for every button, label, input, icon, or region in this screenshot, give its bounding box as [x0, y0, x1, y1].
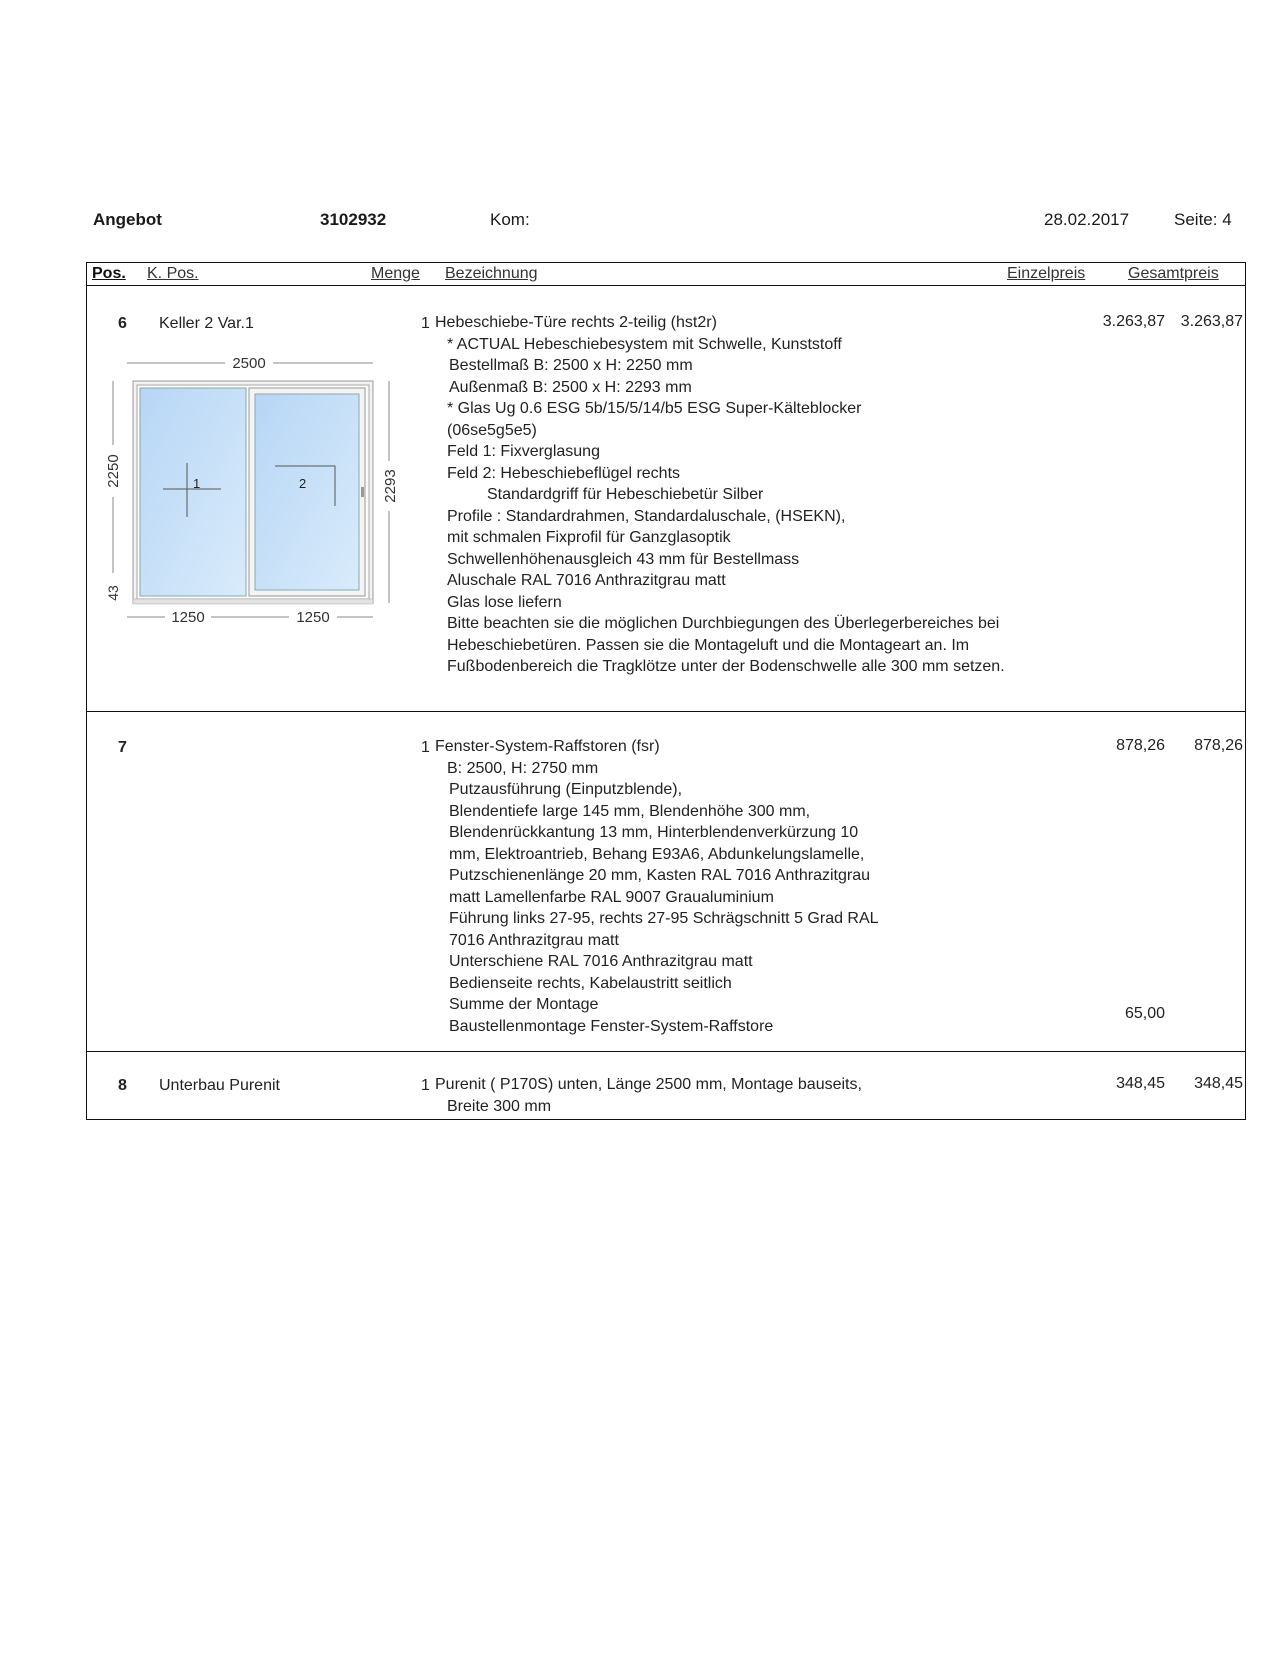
- row-divider: [87, 1051, 1245, 1052]
- col-bezeichnung: Bezeichnung: [445, 265, 538, 282]
- description: [435, 736, 879, 1037]
- description-line: * ACTUAL Hebeschiebesystem mit Schwelle, Kunststoff: [447, 335, 842, 353]
- header-divider: [87, 285, 1245, 286]
- field-2-label: 2: [299, 476, 307, 491]
- field-width-dimensions: [127, 609, 373, 626]
- page-number: Seite: 4: [1174, 210, 1232, 229]
- col-pos: Pos.: [92, 265, 126, 282]
- description-line: Glas lose liefern: [447, 593, 562, 611]
- dim-threshold: 43: [105, 585, 121, 601]
- total-price: 348,45: [1194, 1075, 1243, 1092]
- description-line: * Glas Ug 0.6 ESG 5b/15/5/14/b5 ESG Super-Kälteblocker: [447, 400, 862, 417]
- description-line: Fenster-System-Raffstoren (fsr): [435, 738, 660, 755]
- description-line: Aluschale RAL 7016 Anthrazitgrau matt: [447, 572, 726, 589]
- description-line: Breite 300 mm: [447, 1097, 552, 1115]
- unit-price: 348,45: [1116, 1075, 1165, 1092]
- dim-height-order: 2250: [105, 454, 122, 488]
- height-dimension: [105, 381, 122, 601]
- assembly-price: 65,00: [1124, 1005, 1165, 1022]
- description-line: Unterschiene RAL 7016 Anthrazitgrau matt: [449, 953, 753, 970]
- description-line: (06se5g5e5): [447, 421, 537, 439]
- description-line: B: 2500, H: 2750 mm: [447, 759, 599, 777]
- description-line: Bitte beachten sie die möglichen Durchbiegungen des Überlegerbereiches bei: [447, 615, 1000, 632]
- description-line: Purenit ( P170S) unten, Länge 2500 mm, Montage bauseits,: [435, 1076, 862, 1093]
- description-line: Profile : Standardrahmen, Standardaluschale, (HSEKN),: [447, 507, 846, 525]
- dim-height-outer: 2293: [382, 469, 399, 503]
- description-line: mit schmalen Fixprofil für Ganzglasoptik: [447, 529, 731, 546]
- handle-icon: [361, 487, 364, 497]
- door-drawing: [103, 351, 413, 651]
- dim-width-total: 2500: [232, 355, 266, 372]
- total-price: 878,26: [1194, 737, 1243, 754]
- description-line: Bedienseite rechts, Kabelaustritt seitlich: [449, 974, 732, 992]
- pos-number: 8: [118, 1077, 127, 1094]
- description-line: Hebeschiebe-Türe rechts 2-teilig (hst2r): [435, 314, 717, 331]
- row-divider: [87, 711, 1245, 712]
- description-line: Hebeschiebetüren. Passen sie die Montageluft und die Montageart an. Im: [447, 636, 970, 654]
- description-line: mm, Elektroantrieb, Behang E93A6, Abdunkelungslamelle,: [449, 845, 865, 863]
- offer-number: 3102932: [320, 210, 387, 229]
- unit-price: 3.263,87: [1102, 313, 1165, 330]
- document-date: 28.02.2017: [1044, 210, 1130, 229]
- threshold: [133, 599, 373, 604]
- kpos-label: Keller 2 Var.1: [159, 315, 254, 332]
- description-line: Blendenrückkantung 13 mm, Hinterblendenverkürzung 10: [449, 824, 859, 841]
- positions-table: [86, 262, 1246, 1120]
- description-line: Standardgriff für Hebeschiebetür Silber: [487, 486, 764, 503]
- unit-price: 878,26: [1116, 737, 1165, 754]
- description-line: matt Lamellenfarbe RAL 9007 Graualuminium: [449, 888, 774, 906]
- glass-pane-sliding: [255, 394, 359, 590]
- description-line: Blendentiefe large 145 mm, Blendenhöhe 300 mm,: [449, 802, 811, 820]
- dim-field-2-width: 1250: [296, 609, 330, 626]
- description: [435, 1074, 862, 1117]
- commission-label: Kom:: [490, 210, 530, 229]
- description: [435, 312, 1005, 678]
- quantity: 1: [421, 739, 430, 756]
- dim-field-1-width: 1250: [171, 609, 205, 626]
- total-price: 3.263,87: [1180, 313, 1243, 330]
- document-type: Angebot: [93, 210, 162, 229]
- description-line: Außenmaß B: 2500 x H: 2293 mm: [449, 378, 692, 396]
- description-line: Summe der Montage: [449, 996, 599, 1013]
- description-line: Führung links 27-95, rechts 27-95 Schrägschnitt 5 Grad RAL: [449, 910, 879, 927]
- description-line: Feld 1: Fixverglasung: [447, 443, 600, 460]
- glass-pane-fixed: [140, 388, 246, 596]
- col-gesamtpreis: Gesamtpreis: [1128, 265, 1219, 282]
- description-line: 7016 Anthrazitgrau matt: [449, 931, 619, 949]
- description-line: Baustellenmontage Fenster-System-Raffstore: [449, 1017, 774, 1035]
- description-line: Putzschienenlänge 20 mm, Kasten RAL 7016 Anthrazitgrau: [449, 867, 870, 884]
- description-line: Bestellmaß B: 2500 x H: 2250 mm: [449, 357, 693, 374]
- description-line: Feld 2: Hebeschiebeflügel rechts: [447, 464, 681, 482]
- kpos-label: Unterbau Purenit: [159, 1077, 280, 1094]
- description-line: Schwellenhöhenausgleich 43 mm für Bestellmass: [447, 550, 800, 568]
- col-einzelpreis: Einzelpreis: [1007, 265, 1086, 282]
- pos-number: 7: [118, 739, 127, 756]
- quantity: 1: [421, 315, 430, 332]
- pos-number: 6: [118, 315, 127, 332]
- col-menge: Menge: [371, 265, 420, 282]
- field-1-label: 1: [193, 476, 201, 491]
- outer-height-dimension: [382, 381, 399, 603]
- description-line: Putzausführung (Einputzblende),: [449, 781, 683, 798]
- description-line: Fußbodenbereich die Tragklötze unter der Bodenschwelle alle 300 mm setzen.: [447, 658, 1005, 675]
- quantity: 1: [421, 1077, 430, 1094]
- width-dimension: [127, 355, 373, 372]
- col-kpos: K. Pos.: [147, 265, 199, 282]
